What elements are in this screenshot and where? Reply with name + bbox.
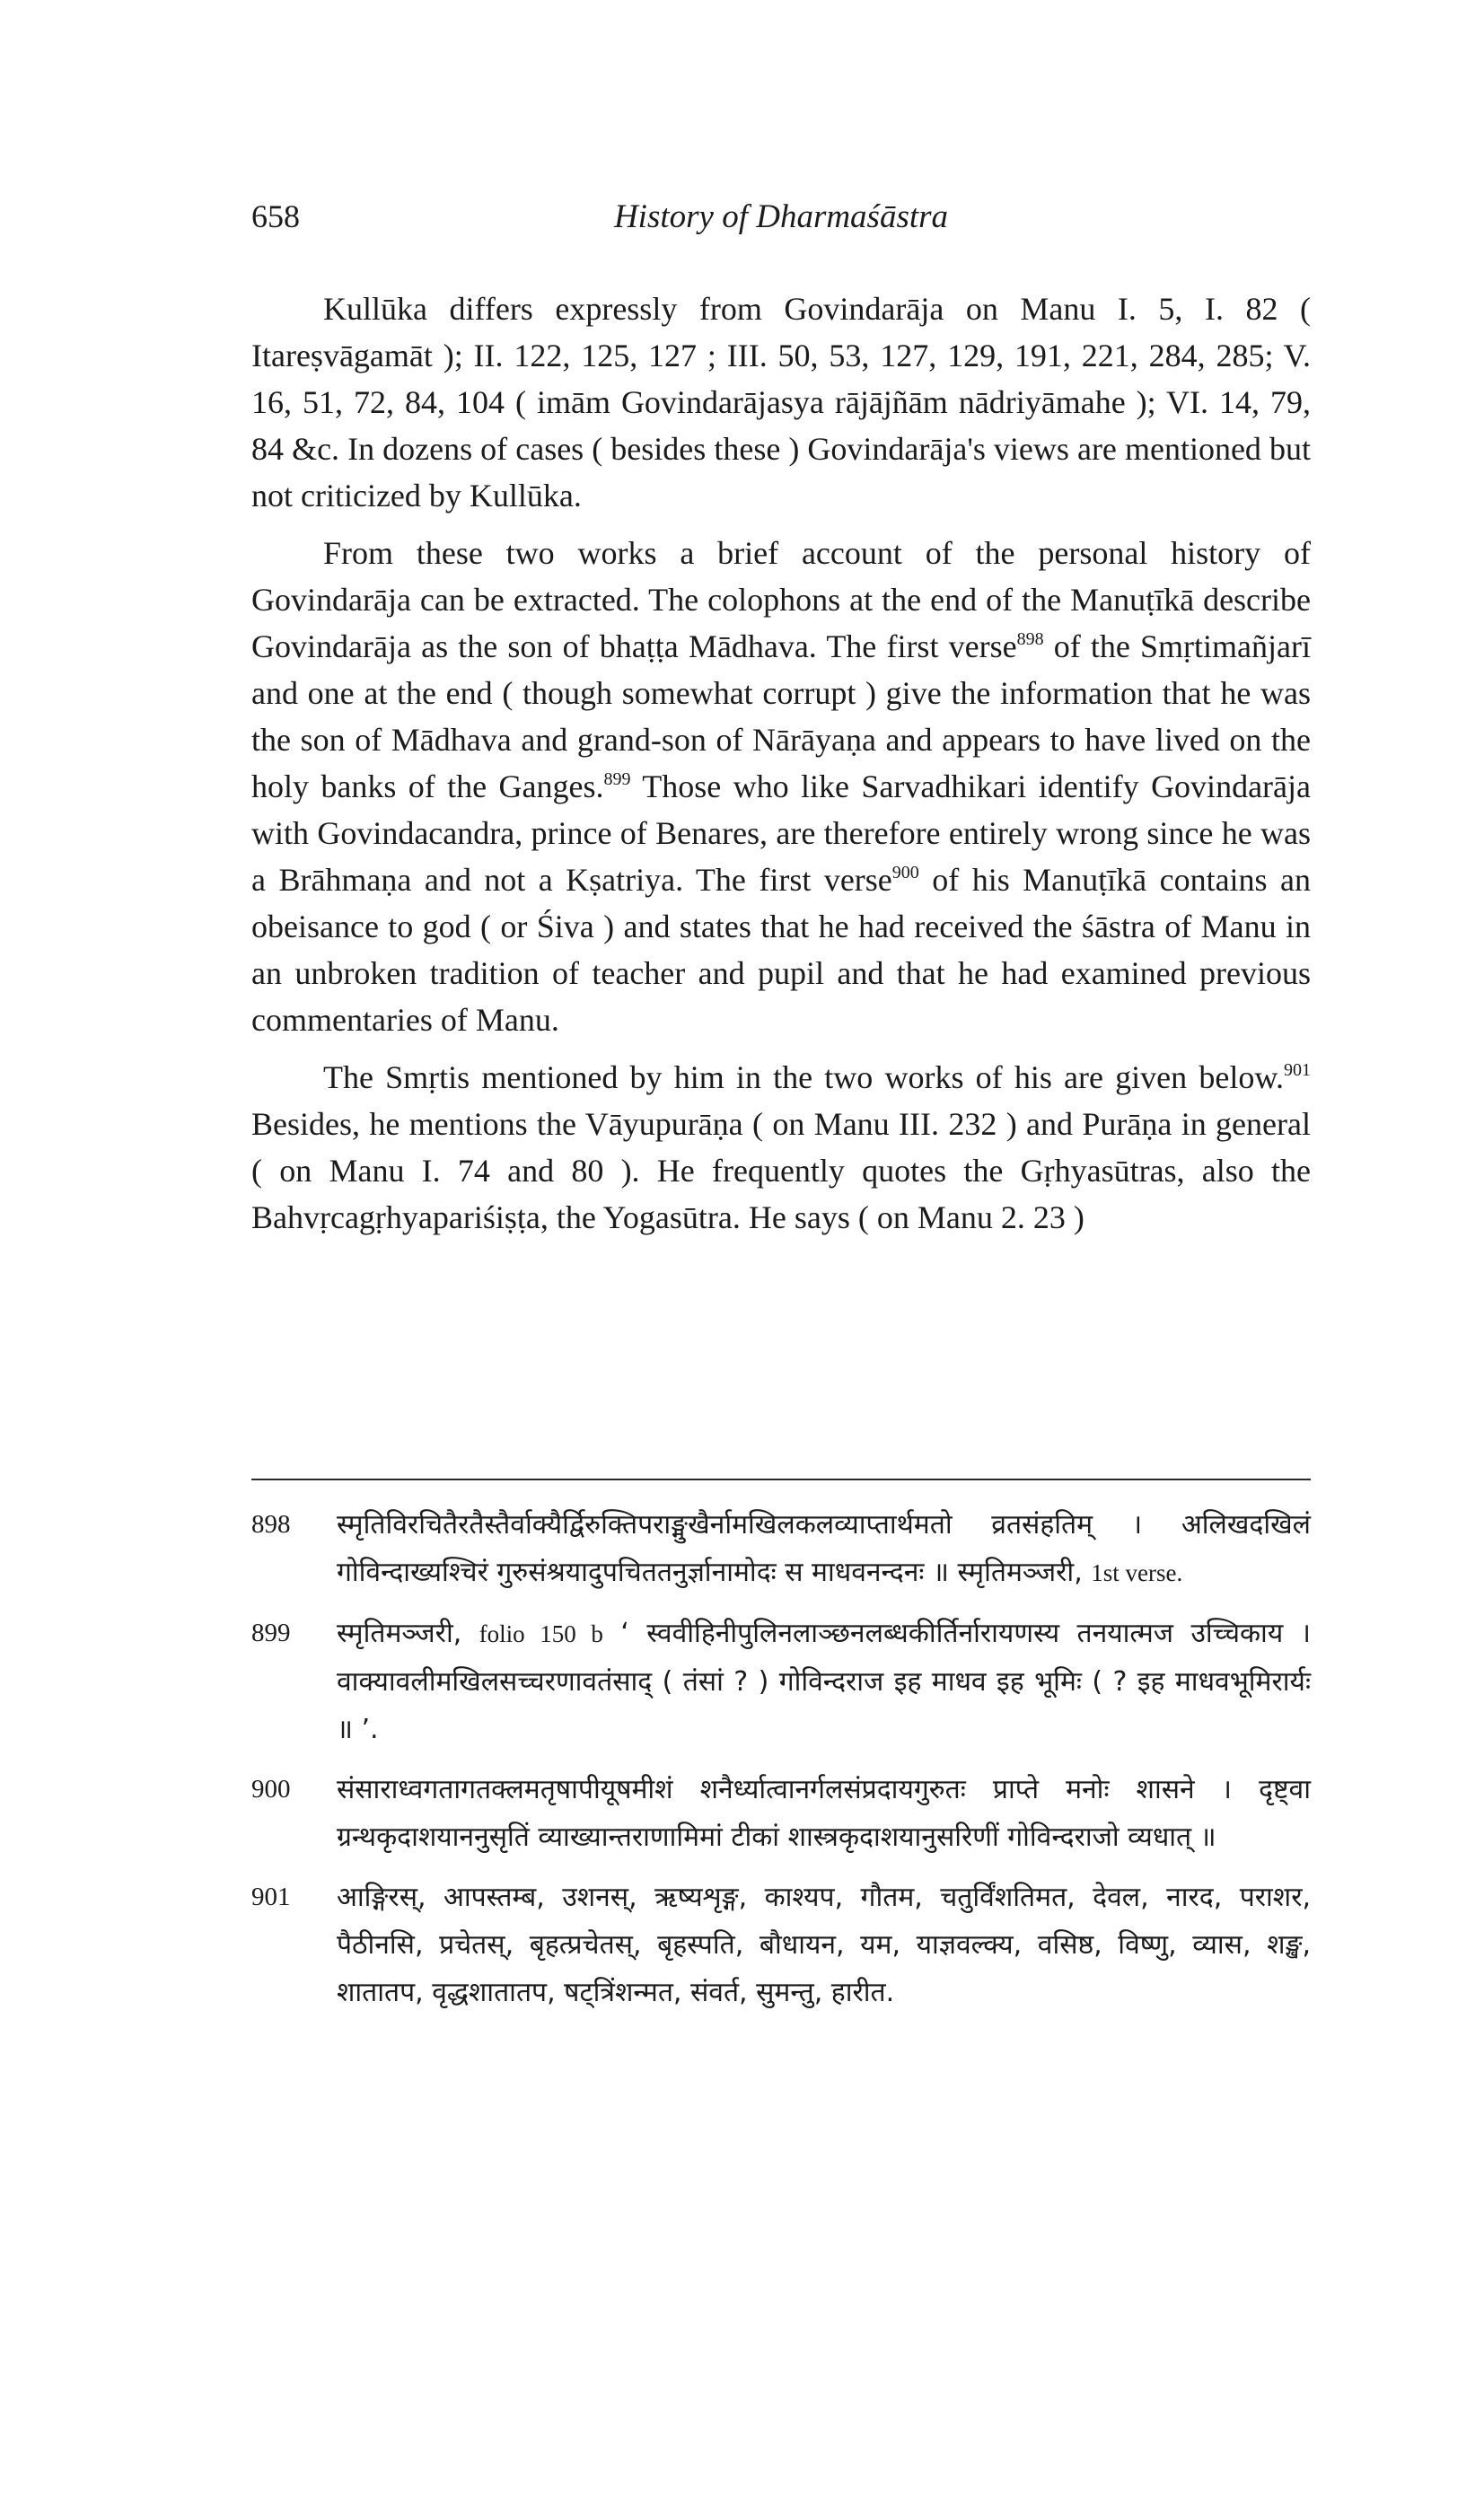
paragraph-kulluka: Kullūka differs expressly from Govindarāja on Manu I. 5, I. 82 ( Itareṣvāgamāt ); II. 122, 125, 127 ; III. 50, 53, 127, 129, 191, 221, 284, 285; V. 16, 51, 72, 84, 104 ( imām Govindarājasya rājājñām nādriyāmahe ); VI. 14, 79, 84 &c. In dozens of cases ( besides these ) Govindarāja's views are mentioned but not criticized by Kullūka. (251, 291, 1311, 514)
footnote-text: संसाराध्वगतागतक्लमतृषापीयूषमीशं शनैर्ध्यात्वानर्गलसंप्रदायगुरुतः प्राप्ते मनोः शासने । दृष्ट्वा ग्रन्थकृदाशयाननुसृतिं व्याख्यान्तराणामिमां टीकां शास्त्रकृदाशयानुसरिणीं गोविन्दराजो व्यधात् ॥ (337, 1774, 1311, 1853)
footnote-900 (251, 1766, 1311, 1861)
footnote-number: 900 (251, 1775, 291, 1804)
paragraph-segment: of his Manuṭīkā contains an obeisance to god ( or Śiva ) and states that he had received the śāstra of Manu in an unbroken tradition of teacher and pupil and that he had examined previous commentaries of Manu. (251, 862, 1311, 1038)
footnote-ref-901[interactable]: 901 (1284, 1060, 1311, 1080)
paragraph-segment: From these two works a brief account of the personal history of Govindarāja can be extracted. The colophons at the end of the Manuṭīkā describe Govindarāja as the son of bhaṭṭa Mādhava. The first verse (251, 535, 1311, 664)
footnote-number: 899 (251, 1619, 291, 1647)
paragraph-segment: Besides, he mentions the Vāyupurāṇa ( on Manu III. 232 ) and Purāṇa in general ( on Manu I. 74 and 80 ). He frequently quotes the Gṛhyasūtras, also the Bahvṛcagṛhyapariśiṣṭa, the Yogasūtra. He says ( on Manu 2. 23 ) (251, 1106, 1311, 1235)
footnote-ref-900[interactable]: 900 (891, 863, 919, 882)
page-number: 658 (251, 198, 300, 234)
body-text (251, 285, 1311, 1250)
footnote-folio: folio 150 b (479, 1620, 603, 1647)
running-title: History of Dharmaśāstra (613, 198, 949, 235)
page-header (251, 198, 1311, 242)
footnote-divider (251, 1479, 1311, 1480)
footnote-text: आङ्गिरस्, आपस्तम्ब, उशनस्, ऋष्यशृङ्ग, काश्यप, गौतम, चतुर्विंशतिमत, देवल, नारद, पराशर, पैठीनसि, प्रचेतस्, बृहत्प्रचेतस्, बृहस्पति, बौधायन, यम, याज्ञवल्क्य, वसिष्ठ, विष्णु, व्यास, शङ्ख, शातातप, वृद्धशातातप, षट्त्रिंशन्मत, संवर्त, सुमन्तु, हारीत. (337, 1882, 1311, 2008)
footnote-text: स्मृतिविरचितैरतैस्तैर्वाक्यैर्द्विरुक्तिपराङ्मुखैर्नामखिलकलव्याप्तार्थमतो व्रतसंहतिम् । अलिखदखिलं गोविन्दाख्यश्चिरं गुरुसंश्रयादुपचिततनुर्ज्ञानामोदः स माधवनन्दनः ॥ स्मृतिमञ्जरी, (337, 1509, 1311, 1588)
paragraph-segment: The Smṛtis mentioned by him in the two works of his are given below. (323, 1059, 1284, 1095)
footnote-prefix: स्मृतिमञ्जरी, (337, 1618, 479, 1649)
footnote-number: 901 (251, 1883, 291, 1911)
footnote-898 (251, 1501, 1311, 1597)
footnote-901 (251, 1874, 1311, 2016)
paragraph-segment: of the Smṛtimañjarī and one at the end ( though somewhat corrupt ) give the information that he was the son of Mādhava and grand-son of Nārāyaṇa and appears to have lived on the holy banks of the Ganges. (251, 628, 1311, 804)
footnotes (251, 1501, 1311, 2029)
footnote-suffix: 1st verse. (1091, 1559, 1183, 1586)
footnote-ref-898[interactable]: 898 (1016, 629, 1044, 649)
footnote-text: ‘ स्ववीहिनीपुलिनलाञ्छनलब्धकीर्तिर्नारायणस्य तनयात्मज उच्चिकाय । वाक्यावलीमखिलसच्चरणावतंसाद् ( तंसां ? ) गोविन्दराज इह माधव इह भूमिः ( ? इह माधवभूमिरार्यः ॥ ’. (337, 1618, 1311, 1745)
paragraph-smrtis (251, 1054, 1311, 1241)
paragraph-segment: Those who like Sarvadhikari identify Govindarāja with Govindacandra, prince of Benares, are therefore entirely wrong since he was a Brāhmaṇa and not a Kṣatriya. The first verse (251, 768, 1311, 898)
footnote-number: 898 (251, 1510, 291, 1539)
paragraph-personal-history (251, 530, 1311, 1043)
footnote-ref-899[interactable]: 899 (603, 769, 631, 789)
footnote-899 (251, 1610, 1311, 1753)
